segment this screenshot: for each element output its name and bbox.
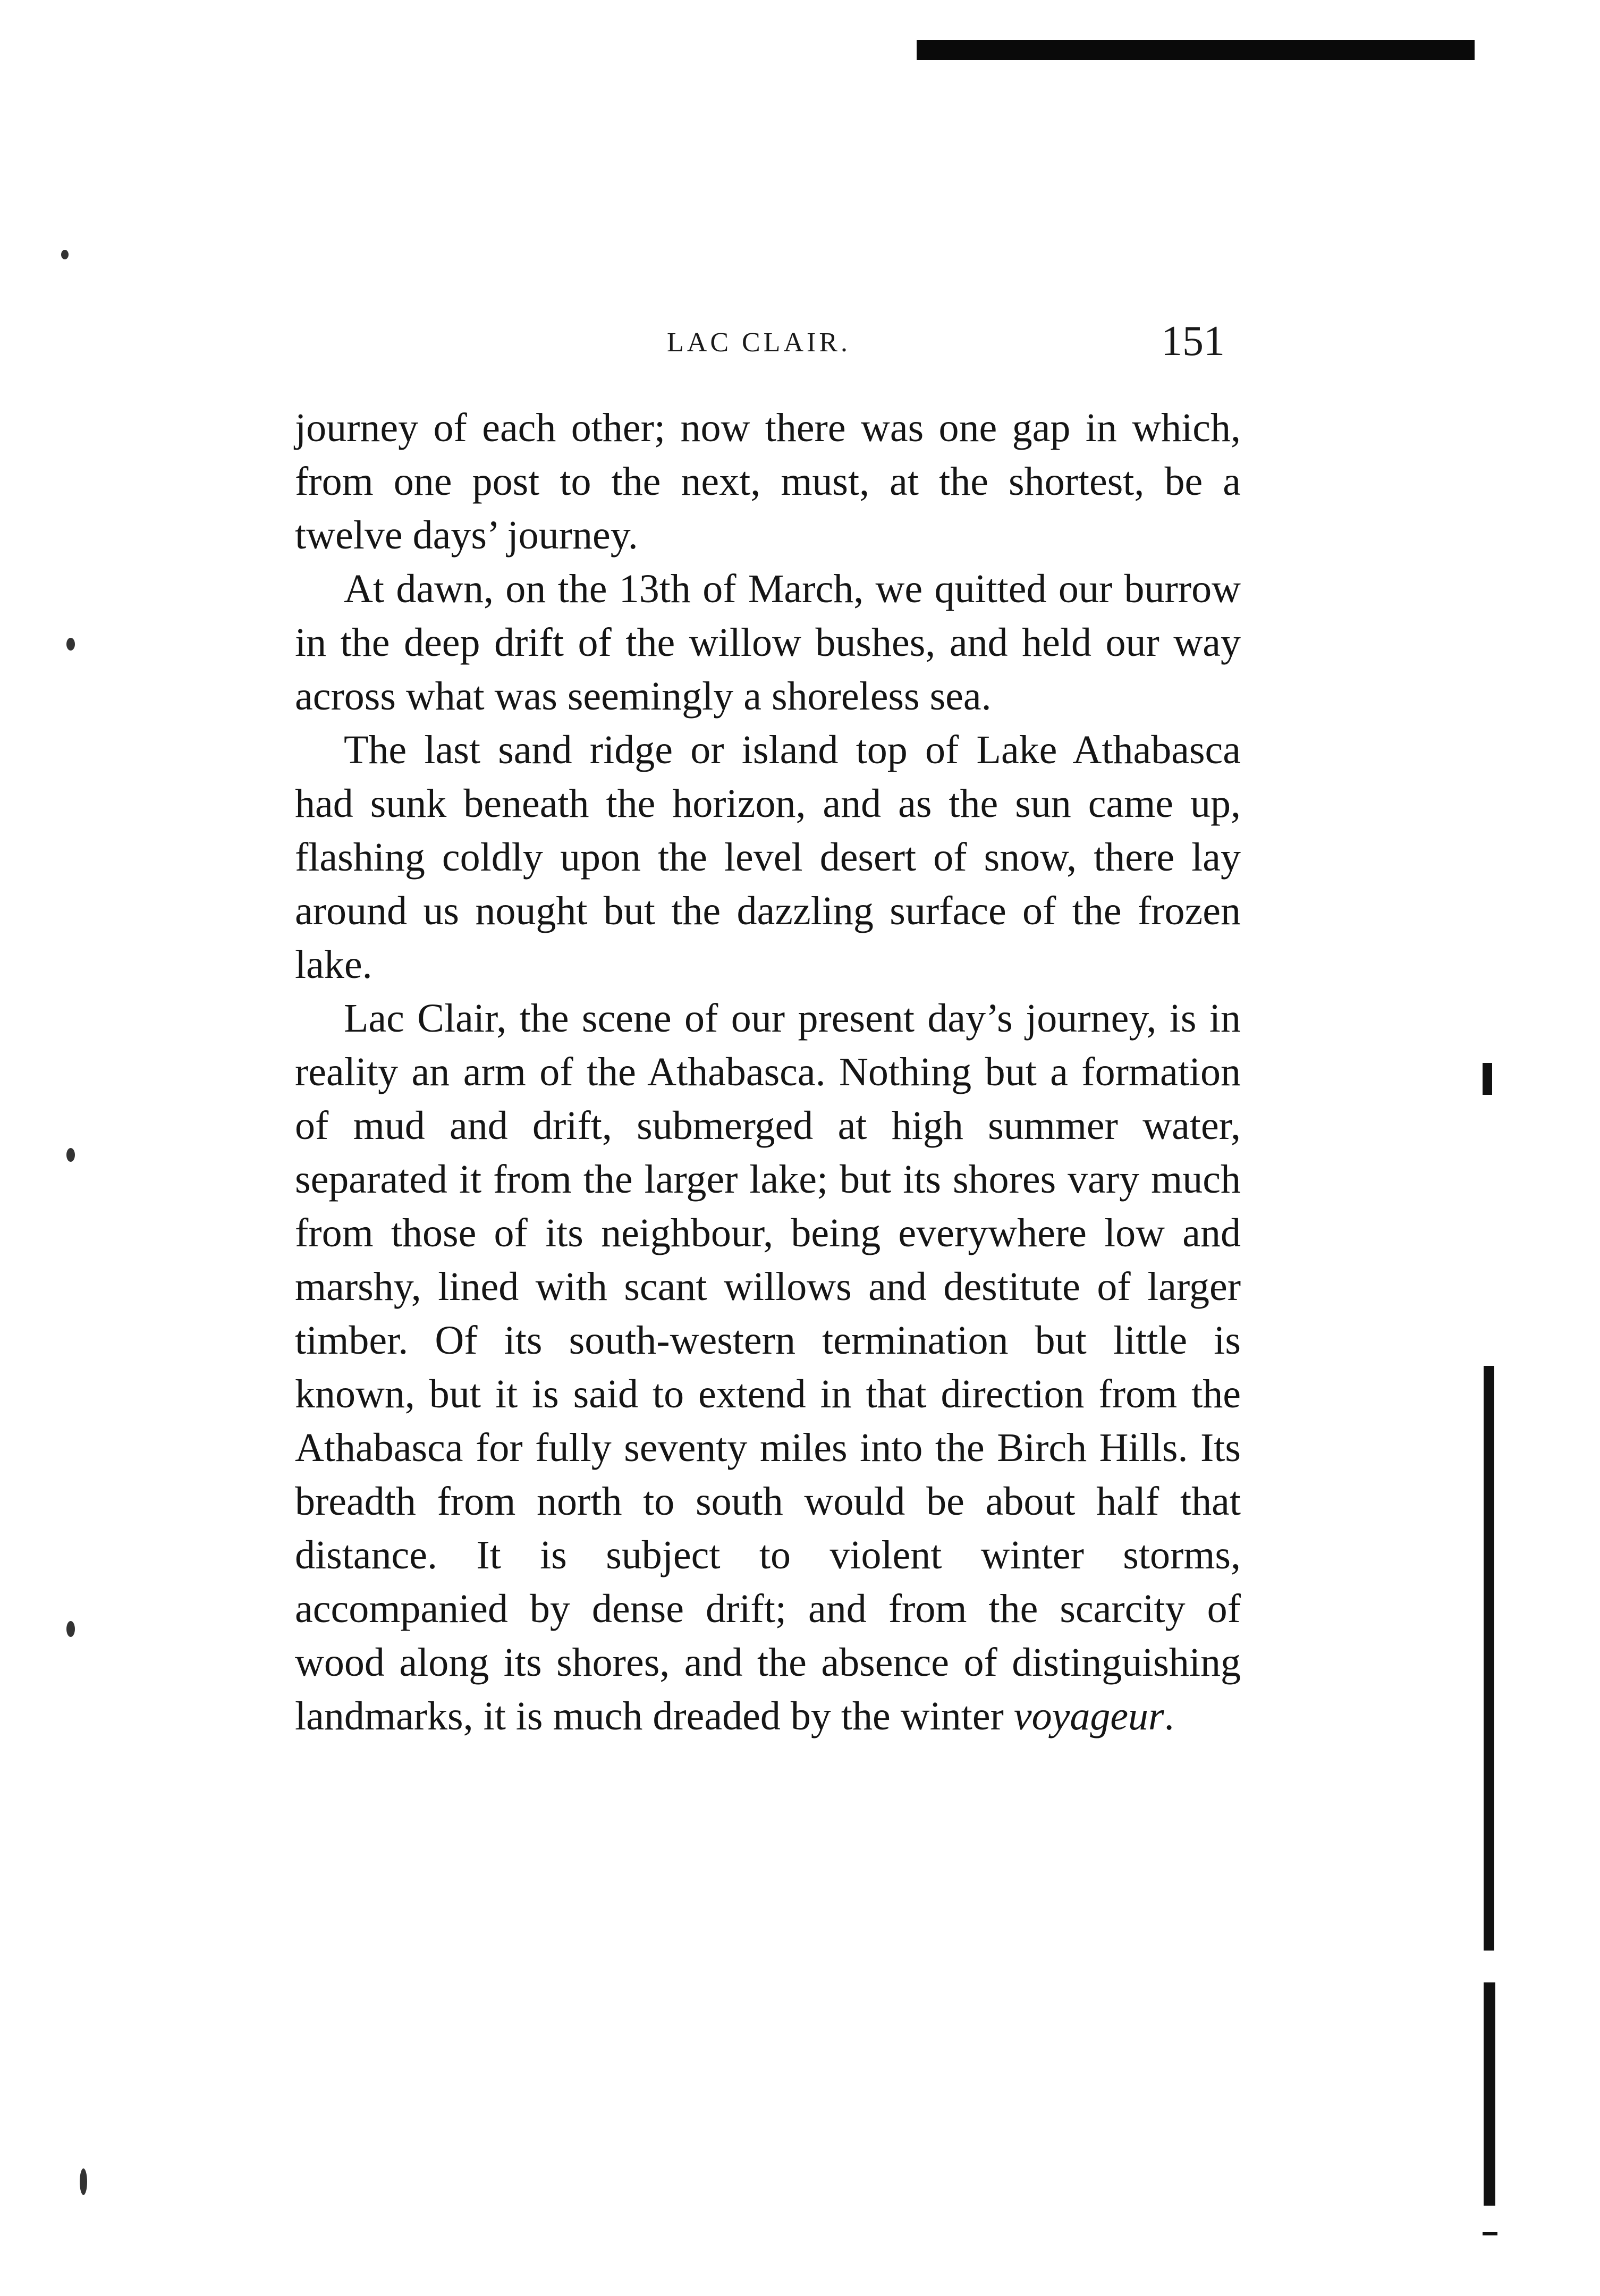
page-number: 151 (1161, 318, 1225, 365)
scan-edge-bar (917, 40, 1475, 60)
scan-speck (80, 2168, 87, 2195)
paragraph-4-end: . (1164, 1694, 1174, 1738)
scan-speck (61, 250, 69, 259)
paragraph-3: The last sand ridge or island top of Lake Athabasca had sunk beneath the horizon, and as the sun came up, flashing coldly upon the level desert of snow, there lay around us nought but the dazzling surface of the frozen lake. (295, 728, 1241, 987)
body-text (295, 401, 1241, 1743)
paragraph-2: At dawn, on the 13th of March, we quitted our burrow in the deep drift of the willow bushes, and held our way across what was seemingly a shoreless sea. (295, 567, 1241, 719)
running-head: LAC CLAIR. (667, 327, 851, 358)
paragraph-4-text: Lac Clair, the scene of our present day’s journey, is in reality an arm of the Athabasca. Nothing but a formation of mud and drift, submerged at high summer water, separated it from the larger lake; but its shores vary much from those of its neighbour, being everywhere low and marshy, lined with scant willows and destitute of larger timber. Of its south-western termination but little is known, but it is said to extend in that direction from the Athabasca for fully seventy miles into the Birch Hills. Its breadth from north to south would be about half that distance. It is subject to violent winter storms, accompanied by dense drift; and from the scarcity of wood along its shores, and the absence of distinguishing landmarks, it is much dreaded by the winter (295, 996, 1241, 1738)
italic-term: voyageur (1013, 1694, 1164, 1738)
paragraph-1: journey of each other; now there was one gap in which, from one post to the next, must, at the shortest, be a twelve days’ journey. (295, 406, 1241, 558)
paragraph-4 (295, 992, 1241, 1743)
scan-speck (66, 1148, 75, 1162)
scan-speck (66, 638, 75, 651)
scan-margin-artifacts (1477, 1047, 1509, 2269)
scan-speck (66, 1621, 75, 1637)
